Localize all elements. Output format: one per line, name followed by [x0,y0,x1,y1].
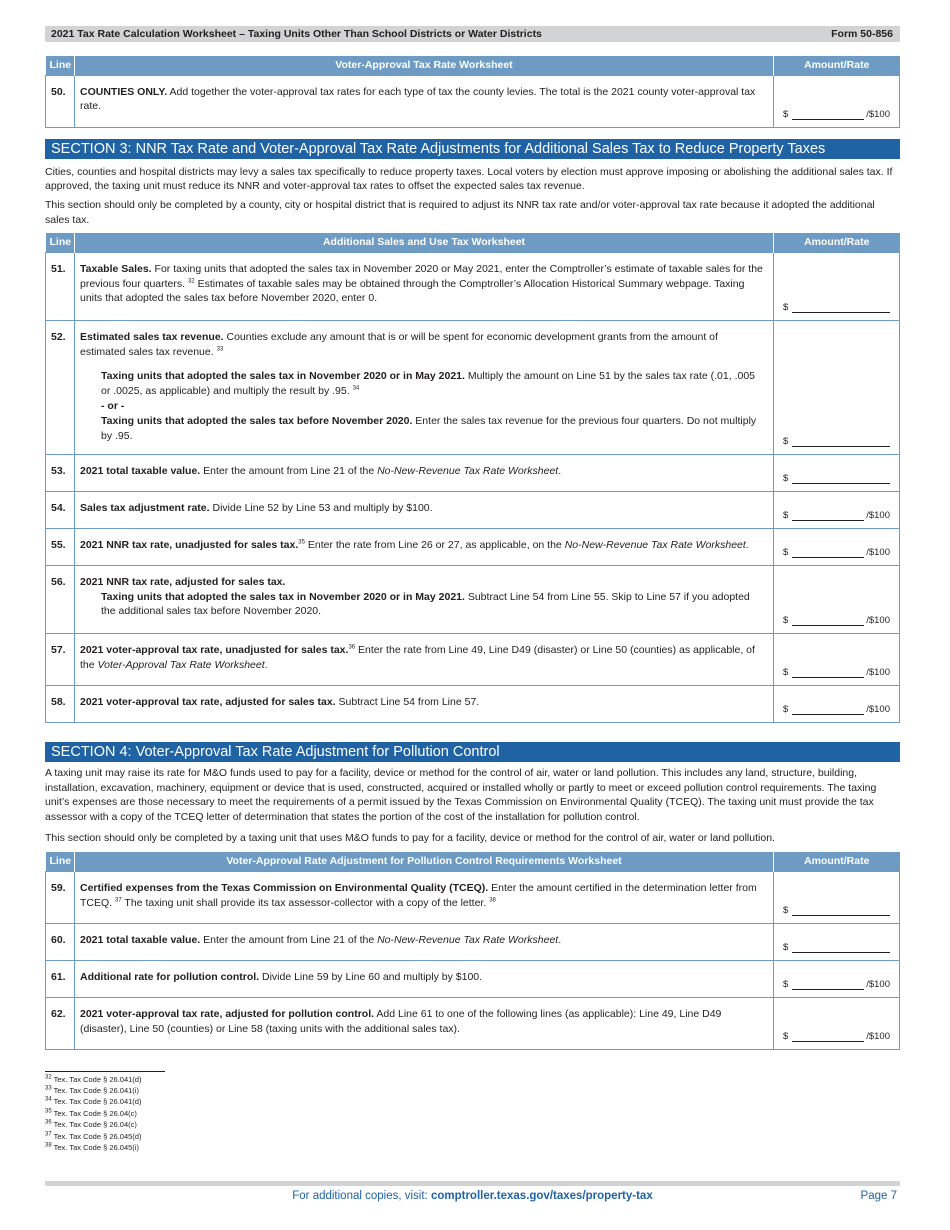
col-worksheet-title: Voter-Approval Rate Adjustment for Pollution Control Requirements Worksheet [75,852,774,871]
line-50-row [46,75,900,127]
line-description: 2021 total taxable value. Enter the amount from Line 21 of the No-New-Revenue Tax Rate Worksheet. [75,454,774,491]
line-57-row [46,633,900,685]
line-description: Sales tax adjustment rate. Divide Line 52 by Line 53 and multiply by $100. [75,491,774,528]
footer-copies-text: For additional copies, visit: comptroller.texas.gov/taxes/property-tax [292,1190,653,1202]
line-60-row [46,923,900,960]
section-4-note: This section should only be completed by a taxing unit that uses M&O funds to pay for a facility, device or method for the control of air, water or land pollution. [45,832,775,845]
col-amount: Amount/Rate [774,56,900,75]
line-number: 52. [46,320,75,454]
line-number: 51. [46,252,75,320]
table-header-row [46,233,900,252]
line-number: 59. [46,871,75,923]
line-52-amount-field[interactable]: $ [774,320,900,454]
line-description: Estimated sales tax revenue. Counties exclude any amount that is or will be spent for economic development grants from the amount of estimated sales tax revenue. $^{33}$ Taxing units that adopted the sales tax in November 2020 or in May 2021. Multiply the amount on Line 51 by the sales tax rate (.01, .005 or .0025, as applicable) and multiply the result by .95. $^{34}$ - or - Taxing units that adopted the sales tax before November 2020. Enter the sales tax revenue for the previous four quarters. Do not multiply by .95. [75,320,774,454]
line-number: 50. [46,75,75,127]
col-line: Line [46,56,75,75]
line-62-row [46,997,900,1049]
line-number: 61. [46,960,75,997]
footer-link[interactable]: comptroller.texas.gov/taxes/property-tax [430,1190,653,1202]
table-header-row [46,56,900,75]
col-amount: Amount/Rate [774,852,900,871]
line-54-row [46,491,900,528]
line-52-row [46,320,900,454]
line-description: Taxable Sales. For taxing units that adopted the sales tax in November 2020 or May 2021, enter the Comptroller’s estimate of taxable sales for the previous four quarters. $^{32}$ Estimates of taxable sales may be obtained through the Comptroller’s Allocation Historical Summary webpage. Taxing units that adopted the sales tax before November 2020, enter 0. [75,252,774,320]
line-54-amount-field[interactable]: $ /$100 [774,491,900,528]
line-number: 57. [46,633,75,685]
line-description: 2021 voter-approval tax rate, adjusted for pollution control. Add Line 61 to one of the following lines (as applicable): Line 49, Line D49 (disaster), Line 50 (counties) or Line 58 (taxing units with the additional sales tax). [75,997,774,1049]
line-62-amount-field[interactable]: $ /$100 [774,997,900,1049]
section-3-heading: SECTION 3: NNR Tax Rate and Voter-Approval Tax Rate Adjustments for Additional Sales Tax to Reduce Property Taxes [45,139,900,159]
section-4-heading: SECTION 4: Voter-Approval Tax Rate Adjustment for Pollution Control [45,742,900,762]
col-line: Line [46,852,75,871]
col-worksheet-title: Additional Sales and Use Tax Worksheet [75,233,774,252]
col-worksheet-title: Voter-Approval Tax Rate Worksheet [75,56,774,75]
line-60-amount-field[interactable]: $ [774,923,900,960]
footnote: $^{36}$ Tex. Tax Code § 26.04(c) [45,1119,137,1130]
form-page [45,26,900,1154]
page-number: Page 7 [860,1190,897,1202]
line-number: 58. [46,685,75,722]
col-amount: Amount/Rate [774,233,900,252]
footnote-divider [45,1071,165,1072]
table-header-row [46,852,900,871]
line-number: 55. [46,528,75,565]
col-line: Line [46,233,75,252]
line-description: 2021 NNR tax rate, adjusted for sales tax. Taxing units that adopted the sales tax in November 2020 or in May 2021. Subtract Line 54 from Line 55. Skip to Line 57 if you adopted the additional sales tax before November 2020. [75,565,774,633]
line-number: 56. [46,565,75,633]
line-53-row [46,454,900,491]
line-51-row [46,252,900,320]
line-59-row [46,871,900,923]
footnote: $^{34}$ Tex. Tax Code § 26.041(d) [45,1096,142,1107]
form-number: Form 50-856 [831,27,893,40]
page-footer [45,1188,900,1204]
line-59-amount-field[interactable]: $ [774,871,900,923]
line-description: 2021 NNR tax rate, unadjusted for sales tax.$^{35}$ Enter the rate from Line 26 or 27, as applicable, on the No-New-Revenue Tax Rate Worksheet. [75,528,774,565]
footnote: $^{38}$ Tex. Tax Code § 26.045(i) [45,1142,139,1153]
footnote: $^{33}$ Tex. Tax Code § 26.041(i) [45,1085,139,1096]
line-58-amount-field[interactable]: $ /$100 [774,685,900,722]
line-53-amount-field[interactable]: $ [774,454,900,491]
line-number: 54. [46,491,75,528]
line-description: Additional rate for pollution control. Divide Line 59 by Line 60 and multiply by $100. [75,960,774,997]
voter-approval-worksheet-table [45,56,900,128]
line-57-amount-field[interactable]: $ /$100 [774,633,900,685]
section-4-intro: A taxing unit may raise its rate for M&O funds used to pay for a facility, device or method for the control of air, water or land pollution. This includes any land, structure, building, installation, excavation, machinery, equipment or device that is used, constructed, acquired or installed wholly or partly to meet or exceed pollution control requirements. The taxing unit’s expenses are those necessary to meet the requirements of a permit issued by the Texas Commission on Environmental Quality (TCEQ). The taxing unit must provide the tax assessor with a copy of the TCEQ letter of determination that states the portion of the cost of the installation for pollution control. [45,766,877,824]
line-61-amount-field[interactable]: $ /$100 [774,960,900,997]
line-51-amount-field[interactable]: $ [774,252,900,320]
line-58-row [46,685,900,722]
line-description: 2021 total taxable value. Enter the amount from Line 21 of the No-New-Revenue Tax Rate Worksheet. [75,923,774,960]
line-description: Certified expenses from the Texas Commission on Environmental Quality (TCEQ). Enter the amount certified in the determination letter from TCEQ. $^{37}$ The taxing unit shall provide its tax assessor-collector with a copy of the letter. $^{38}$ [75,871,774,923]
pollution-control-worksheet-table [45,852,900,1050]
footnotes [45,1074,900,1154]
footnote: $^{37}$ Tex. Tax Code § 26.045(d) [45,1131,142,1141]
line-61-row [46,960,900,997]
footer-bar [45,1181,900,1186]
footnote: $^{35}$ Tex. Tax Code § 26.04(c) [45,1108,137,1118]
line-55-amount-field[interactable]: $ /$100 [774,528,900,565]
line-description: 2021 voter-approval tax rate, adjusted for sales tax. Subtract Line 54 from Line 57. [75,685,774,722]
section-3-note: This section should only be completed by a county, city or hospital district that is required to adjust its NNR tax rate and/or voter-approval tax rate because it adopted the additional sales tax. [45,199,875,227]
line-56-amount-field[interactable]: $ /$100 [774,565,900,633]
line-56-row [46,565,900,633]
form-title: 2021 Tax Rate Calculation Worksheet – Taxing Units Other Than School Districts or Water Districts [51,27,542,40]
form-header-bar [45,26,900,42]
line-50-amount-field[interactable]: $ /$100 [774,75,900,127]
line-number: 62. [46,997,75,1049]
line-55-row [46,528,900,565]
line-number: 53. [46,454,75,491]
line-description: 2021 voter-approval tax rate, unadjusted for sales tax.$^{36}$ Enter the rate from Line 49, Line D49 (disaster) or Line 50 (counties) as applicable, of the Voter-Approval Tax Rate Worksheet. [75,633,774,685]
footnote: $^{32}$ Tex. Tax Code § 26.041(d) [45,1074,142,1084]
line-description: COUNTIES ONLY. Add together the voter-approval tax rates for each type of tax the county levies. The total is the 2021 county voter-approval tax rate. [75,75,774,127]
sales-tax-worksheet-table [45,233,900,723]
section-3-intro: Cities, counties and hospital districts may levy a sales tax specifically to reduce property taxes. Local voters by election must approve imposing or abolishing the additional sales tax. If approved, the taxing unit must reduce its NNR and voter-approval tax rates to offset the expected sales tax revenue. [45,165,893,193]
line-number: 60. [46,923,75,960]
